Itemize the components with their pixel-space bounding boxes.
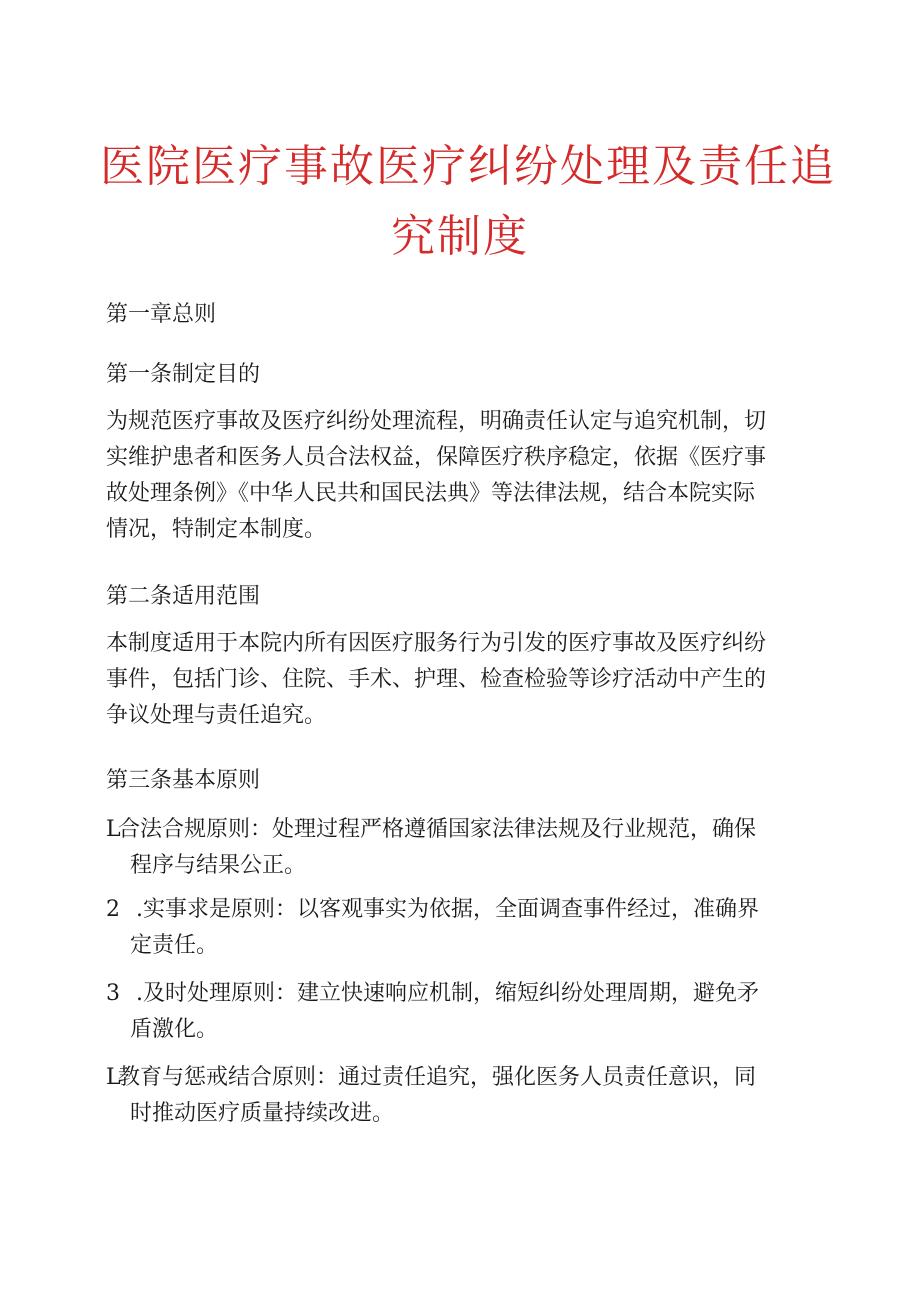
- principle-item-1: [106, 812, 806, 884]
- article-3-heading: 第三条基本原则: [106, 768, 261, 793]
- item-marker: L: [106, 817, 121, 842]
- chapter-heading: 第一章总则: [106, 302, 217, 327]
- article-2-heading: 第二条适用范围: [106, 584, 261, 609]
- title-line-1: 医院医疗事故医疗纠纷处理及责任追: [100, 141, 836, 192]
- article-1-body: [106, 404, 806, 548]
- article-1-heading: 第一条制定目的: [106, 362, 261, 387]
- item-marker: L: [106, 1065, 121, 1090]
- article-2-line: 争议处理与责任追究。: [106, 703, 327, 728]
- article-2-body: [106, 626, 806, 734]
- item-text: .及时处理原则：建立快速响应机制，缩短纠纷处理周期，避免矛: [136, 981, 759, 1006]
- article-1-line: 实维护患者和医务人员合法权益，保障医疗秩序稳定，依据《医疗事: [106, 445, 767, 470]
- principle-item-4: [106, 1060, 806, 1132]
- principle-item-2: [106, 892, 806, 964]
- article-1-line: 故处理条例》《中华人民共和国民法典》等法律法规，结合本院实际: [106, 481, 756, 506]
- document-title: [100, 132, 836, 272]
- article-1-line: 情况，特制定本制度。: [106, 517, 327, 542]
- item-marker: 3: [106, 981, 120, 1006]
- principle-item-3: [106, 976, 806, 1048]
- item-text-continued: 时推动医疗质量持续改进。: [130, 1101, 395, 1126]
- article-2-line: 本制度适用于本院内所有因医疗服务行为引发的医疗事故及医疗纠纷: [106, 631, 767, 656]
- title-line-2: 究制度: [391, 211, 529, 262]
- item-text-continued: 程序与结果公正。: [130, 853, 307, 878]
- item-text: .实事求是原则：以客观事实为依据，全面调查事件经过，准确界: [136, 897, 759, 922]
- article-1-line: 为规范医疗事故及医疗纠纷处理流程，明确责任认定与追究机制，切: [106, 409, 767, 434]
- article-2-line: 事件，包括门诊、住院、手术、护理、检查检验等诊疗活动中产生的: [106, 667, 767, 692]
- item-marker: 2: [106, 897, 120, 922]
- item-text-continued: 盾激化。: [130, 1017, 219, 1042]
- item-text-continued: 定责任。: [130, 933, 219, 958]
- item-text: 教育与惩戒结合原则：通过责任追究，强化医务人员责任意识，同: [118, 1065, 757, 1090]
- item-text: 合法合规原则：处理过程严格遵循国家法律法规及行业规范，确保: [118, 817, 757, 842]
